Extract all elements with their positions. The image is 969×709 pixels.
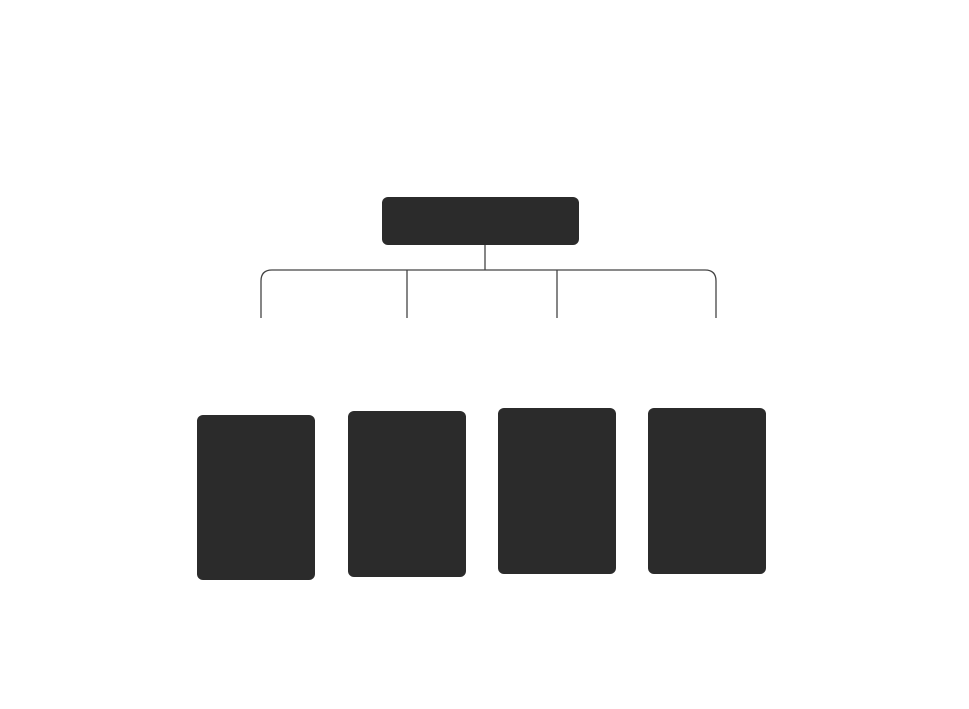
detail-box-media-fastighet [648, 408, 766, 574]
manager-node-forebyggande [347, 318, 465, 388]
connector-left-branch [261, 270, 485, 318]
detail-box-avhjalpande [197, 415, 315, 580]
manager-node-forbattrande [497, 318, 615, 388]
detail-box-forebyggande [348, 411, 466, 577]
connector-right-branch [485, 270, 716, 318]
detail-box-forbattrande [498, 408, 616, 574]
manager-node-media-fastighet [647, 318, 769, 388]
top-node-underhallschef [382, 197, 579, 245]
manager-node-avhjalpande [196, 318, 314, 388]
